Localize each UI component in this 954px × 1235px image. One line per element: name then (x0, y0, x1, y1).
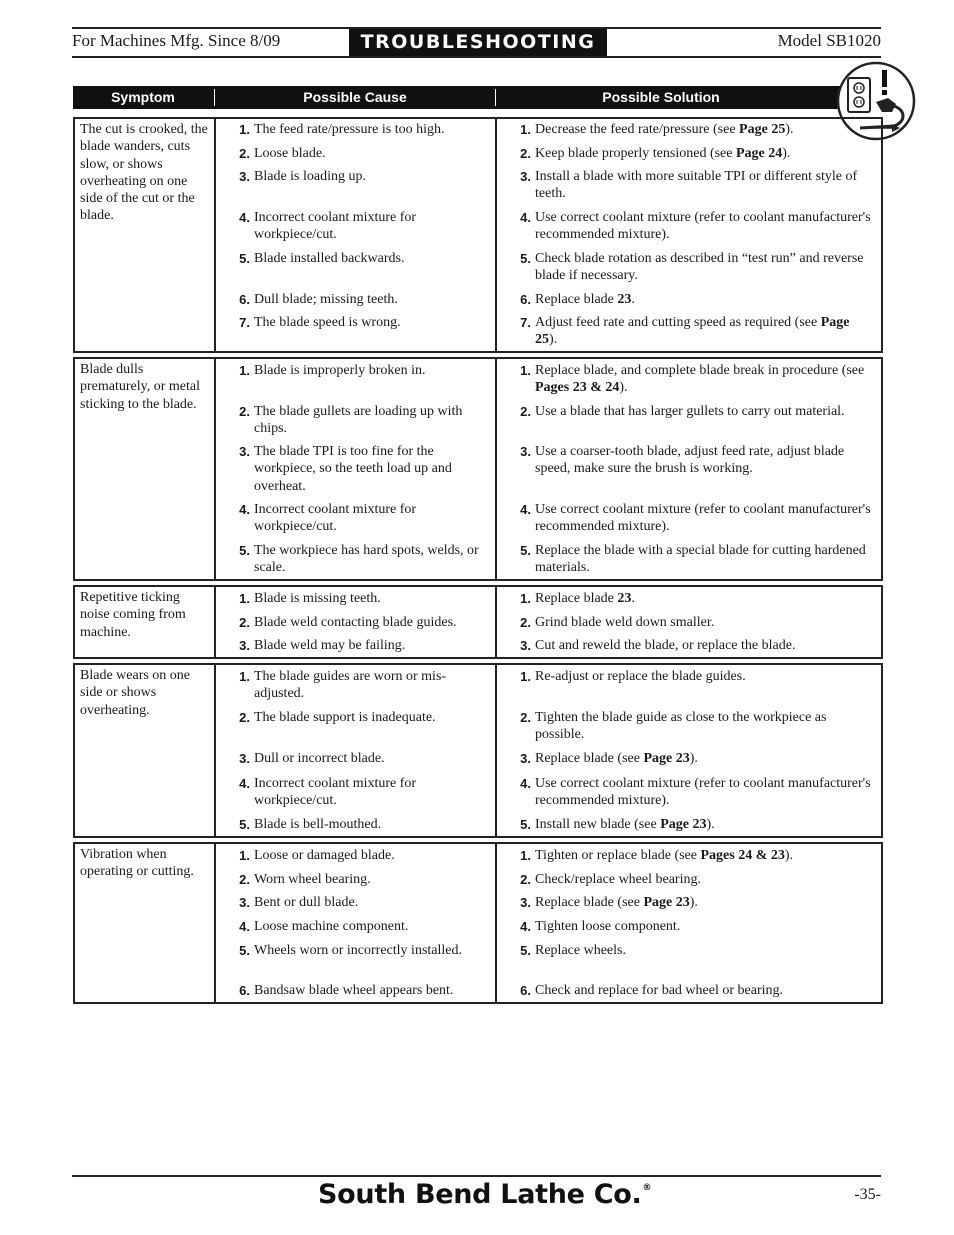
symptom-text: Blade wears on one side or shows overheating. (80, 668, 191, 718)
cause-item: 4. Incorrect coolant mixture for workpiece/cut. (239, 502, 417, 535)
solution-item: 2. Tighten the blade guide as close to the workpiece as possible. (520, 710, 827, 743)
cause-item: 2. The blade support is inadequate. (239, 710, 436, 725)
solution-item: 4. Tighten loose component. (520, 919, 681, 934)
cause-item: 2. Loose blade. (239, 146, 326, 161)
solution-item: 5. Replace the blade with a special blade for cutting hardened materials. (520, 543, 866, 576)
solution-item: 4. Use correct coolant mixture (refer to coolant manufacturer's recommended mixture). (520, 502, 871, 535)
column-symptom: Symptom (111, 89, 175, 105)
cause-item: 5. Blade is bell-mouthed. (239, 817, 382, 832)
cause-column (216, 844, 497, 1002)
cause-item: 2. Worn wheel bearing. (239, 872, 371, 887)
troubleshooting-block-3 (73, 585, 883, 659)
cause-item: 6. Dull blade; missing teeth. (239, 292, 398, 307)
solution-item: 3. Use a coarser-tooth blade, adjust feed rate, adjust blade speed, make sure the brush is working. (520, 444, 845, 477)
column-header-bar (73, 86, 881, 109)
cause-item: 4. Loose machine component. (239, 919, 409, 934)
cause-column (216, 587, 497, 657)
cause-item: 4. Incorrect coolant mixture for workpiece/cut. (239, 776, 417, 809)
cause-column (216, 665, 497, 836)
symptom-text: Blade dulls prematurely, or metal sticking to the blade. (80, 362, 200, 412)
cause-item: 1. Blade is missing teeth. (239, 591, 381, 606)
footer-rule (72, 1175, 881, 1177)
cause-item: 2. The blade gullets are loading up with chips. (239, 404, 463, 437)
cause-item: 1. Blade is improperly broken in. (239, 363, 426, 378)
solution-column (497, 587, 881, 657)
cause-item: 2. Blade weld contacting blade guides. (239, 615, 457, 630)
page-header (72, 27, 881, 58)
symptom-text: Vibration when operating or cutting. (80, 847, 194, 880)
solution-item: 3. Install a blade with more suitable TPI or different style of teeth. (520, 169, 858, 202)
solution-item: 5. Install new blade (see Page 23). (520, 817, 715, 832)
solution-column (497, 844, 881, 1002)
solution-item: 4. Use correct coolant mixture (refer to coolant manufacturer's recommended mixture). (520, 776, 871, 809)
cause-item: 3. Blade is loading up. (239, 169, 366, 184)
section-title: TROUBLESHOOTING (349, 29, 607, 56)
solution-item: 2. Keep blade properly tensioned (see Page 24). (520, 146, 791, 161)
cause-item: 1. The feed rate/pressure is too high. (239, 122, 445, 137)
header-model: Model SB1020 (777, 31, 881, 50)
solution-item: 5. Check blade rotation as described in “test run” and reverse blade if necessary. (520, 251, 864, 284)
solution-item: 1. Tighten or replace blade (see Pages 24 & 23). (520, 848, 794, 863)
solution-item: 3. Replace blade (see Page 23). (520, 751, 698, 766)
solution-item: 6. Replace blade 23. (520, 292, 635, 307)
cause-item: 6. Bandsaw blade wheel appears bent. (239, 983, 454, 998)
solution-item: 2. Check/replace wheel bearing. (520, 872, 701, 887)
solution-column (497, 665, 881, 836)
solution-item: 3. Replace blade (see Page 23). (520, 895, 698, 910)
cause-item: 5. Blade installed backwards. (239, 251, 405, 266)
solution-item: 1. Decrease the feed rate/pressure (see Page 25). (520, 122, 794, 137)
brand-logo: South Bend Lathe Co.® (318, 1179, 652, 1210)
cause-item: 7. The blade speed is wrong. (239, 315, 401, 330)
column-cause: Possible Cause (303, 89, 407, 105)
cause-item: 3. Bent or dull blade. (239, 895, 359, 910)
cause-item: 3. Dull or incorrect blade. (239, 751, 385, 766)
troubleshooting-block-5 (73, 842, 883, 1004)
cause-item: 3. The blade TPI is too fine for the workpiece, so the teeth load up and overheat. (239, 444, 452, 494)
cause-column (216, 119, 497, 351)
page-number: -35- (854, 1186, 881, 1203)
solution-item: 1. Replace blade, and complete blade break in procedure (see Pages 23 & 24). (520, 363, 865, 396)
solution-item: 5. Replace wheels. (520, 943, 626, 958)
troubleshooting-block-1 (73, 117, 883, 353)
header-machines-note: For Machines Mfg. Since 8/09 (72, 31, 281, 50)
cause-item: 3. Blade weld may be failing. (239, 638, 406, 653)
troubleshooting-block-4 (73, 663, 883, 838)
cause-item: 4. Incorrect coolant mixture for workpiece/cut. (239, 210, 417, 243)
solution-item: 2. Use a blade that has larger gullets to carry out material. (520, 404, 845, 419)
symptom-text: The cut is crooked, the blade wanders, cuts slow, or shows overheating on one side of the cut or the blade. (80, 122, 208, 224)
solution-item: 7. Adjust feed rate and cutting speed as required (see Page 25). (520, 315, 850, 348)
solution-column (497, 359, 881, 579)
cause-item: 1. Loose or damaged blade. (239, 848, 395, 863)
solution-item: 6. Check and replace for bad wheel or bearing. (520, 983, 783, 998)
cause-item: 5. The workpiece has hard spots, welds, or scale. (239, 543, 479, 576)
solution-item: 2. Grind blade weld down smaller. (520, 615, 715, 630)
symptom-text: Repetitive ticking noise coming from machine. (80, 590, 186, 640)
solution-item: 1. Re-adjust or replace the blade guides. (520, 669, 746, 684)
solution-column (497, 119, 881, 351)
cause-item: 5. Wheels worn or incorrectly installed. (239, 943, 462, 958)
solution-item: 4. Use correct coolant mixture (refer to coolant manufacturer's recommended mixture). (520, 210, 871, 243)
cause-item: 1. The blade guides are worn or mis-adjusted. (239, 669, 447, 702)
column-solution: Possible Solution (602, 89, 720, 105)
solution-item: 1. Replace blade 23. (520, 591, 635, 606)
solution-item: 3. Cut and reweld the blade, or replace the blade. (520, 638, 796, 653)
cause-column (216, 359, 497, 579)
troubleshooting-block-2 (73, 357, 883, 581)
